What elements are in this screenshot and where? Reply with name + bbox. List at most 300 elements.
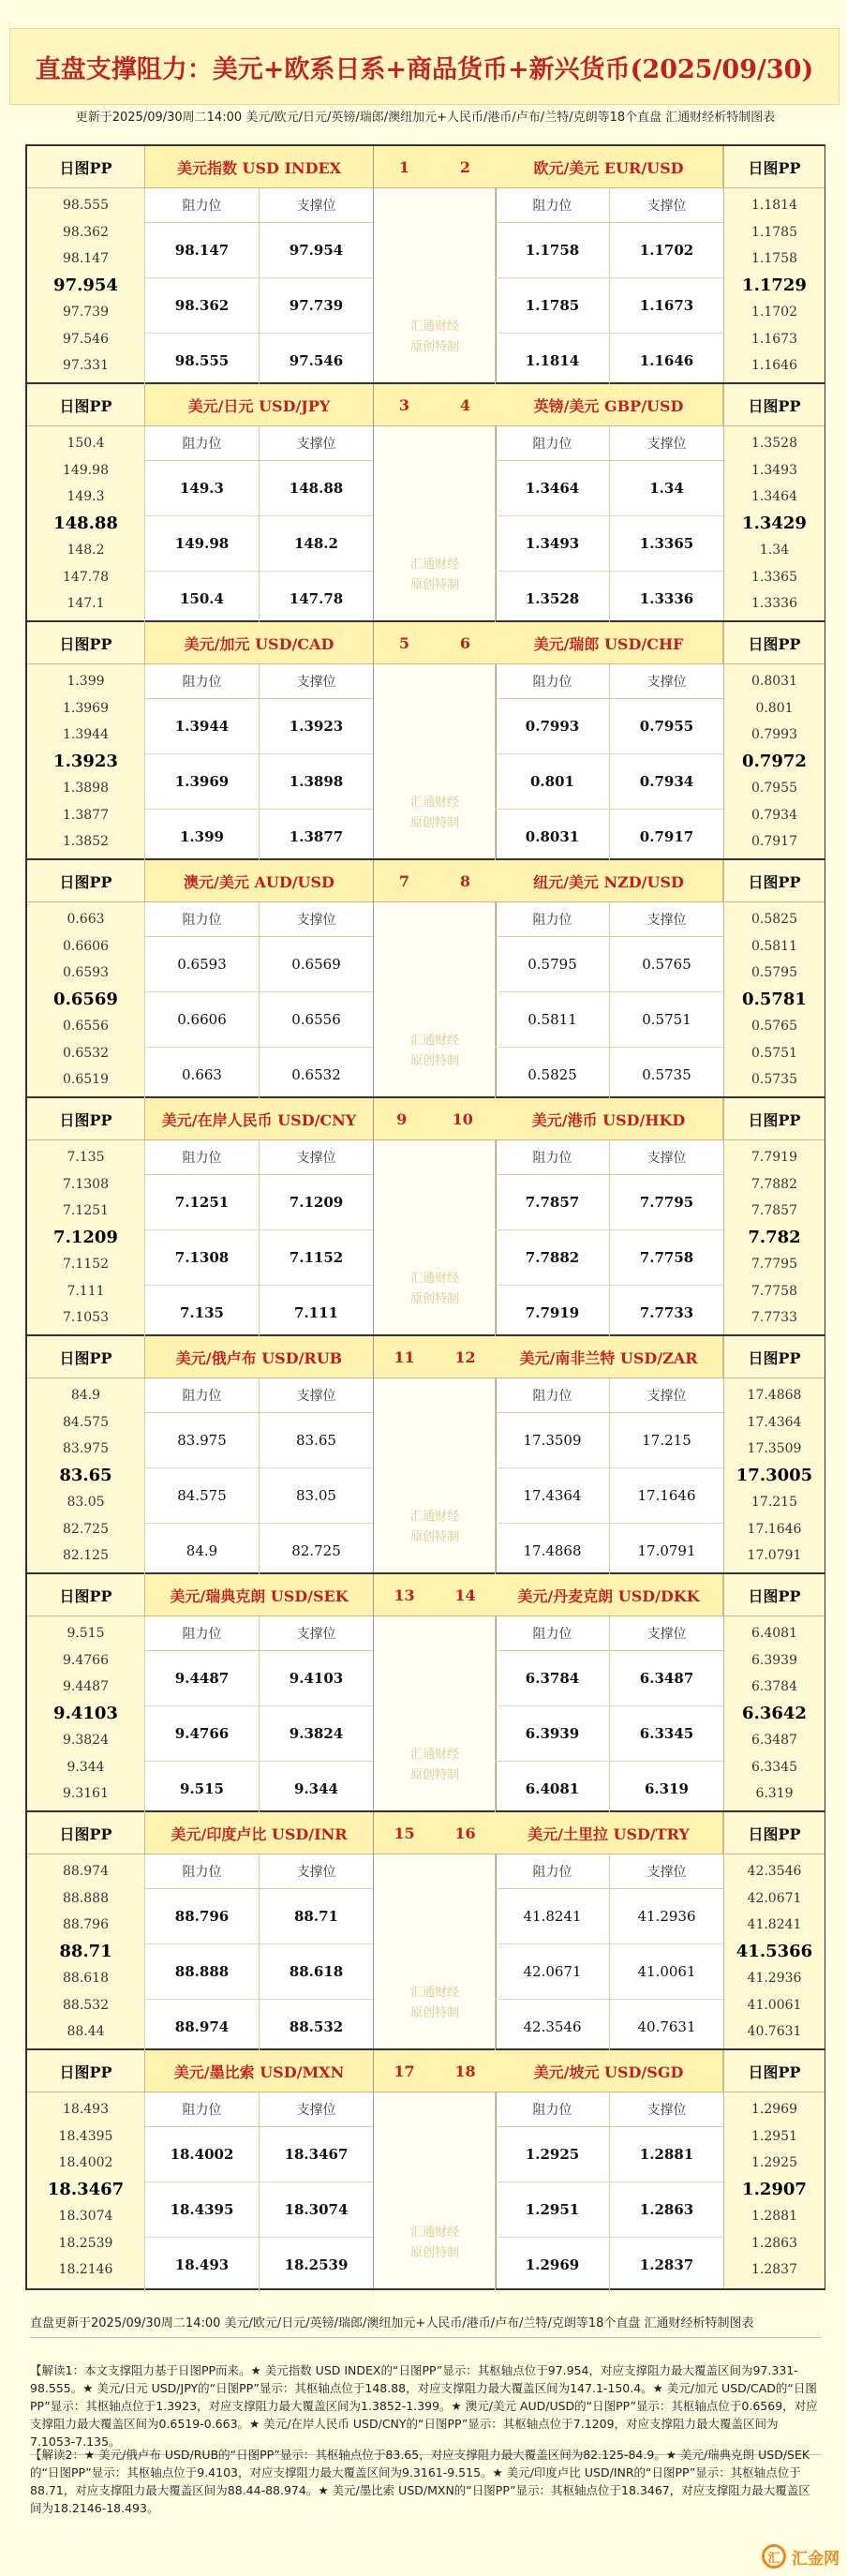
resistance-value: 0.5825 [495,1048,609,1102]
pp-level: 7.135 [67,1150,105,1166]
pp-level: 83.05 [67,1495,105,1511]
pp-level: 98.362 [63,224,109,240]
resistance-value: 0.6593 [144,937,259,991]
resistance-header: 阻力位 [495,426,609,460]
column-header [144,1140,373,1175]
level-row [495,754,723,810]
pp-level: 1.2951 [751,2128,797,2144]
pair-name: 美元/南非兰特 USD/ZAR [495,1336,723,1378]
watermark-line: 汇通财经 [409,2226,459,2240]
column-header [495,1140,723,1175]
pair-index-left: 13 [394,1586,415,1604]
support-value: 17.1646 [609,1468,723,1523]
support-value: 6.3487 [609,1651,723,1705]
support-value: 1.3898 [259,754,373,809]
pp-level: 18.4395 [58,2128,113,2144]
support-header: 支撑位 [609,2092,723,2126]
pp-level: 147.78 [63,569,109,585]
pair-block [27,1098,824,1336]
pair-block [27,860,824,1098]
support-value: 0.7934 [609,754,723,809]
pp-level: 7.7882 [751,1176,797,1192]
level-row [144,2182,373,2238]
support-value: 83.05 [259,1468,373,1523]
watermark-line: 汇通财经 [409,1272,459,1286]
level-row [144,1413,373,1468]
level-row [495,992,723,1048]
support-header: 支撑位 [609,664,723,698]
level-row [144,1048,373,1102]
pp-level: 97.546 [63,331,109,347]
support-value: 6.319 [609,1762,723,1816]
level-row [144,278,373,334]
right-pair-table [495,146,723,382]
pp-level: 1.3464 [751,489,797,505]
level-row [144,1706,373,1762]
pair-name: 欧元/美元 EUR/USD [495,146,723,188]
pivot-value: 1.2907 [742,2180,807,2200]
pp-level: 0.5751 [751,1045,797,1061]
resistance-header: 阻力位 [495,1140,609,1174]
watermark [374,1745,496,1786]
support-header: 支撑位 [609,1378,723,1412]
resistance-header: 阻力位 [495,1378,609,1412]
level-row [144,2000,373,2054]
level-row [495,1651,723,1706]
pair-index-column [373,622,497,858]
pp-header: 日图PP [724,1574,825,1616]
watermark-line: 汇通财经 [409,1986,459,2000]
level-row [144,1524,373,1578]
support-value: 1.3877 [259,810,373,864]
resistance-value: 1.3944 [144,699,259,753]
resistance-value: 0.6606 [144,992,259,1047]
resistance-value: 17.4364 [495,1468,609,1523]
resistance-value: 1.1785 [495,278,609,333]
support-value: 88.71 [259,1889,373,1943]
support-value: 9.3824 [259,1706,373,1761]
right-pair-table [495,2050,723,2288]
resistance-value: 6.3939 [495,1706,609,1761]
pivot-value: 88.71 [59,1942,112,1962]
pp-level: 17.4868 [747,1388,802,1404]
pp-header: 日图PP [27,622,144,664]
pp-level: 17.3509 [747,1441,802,1457]
pp-level: 0.5825 [751,912,797,928]
pair-index-right: 10 [452,1109,473,1128]
support-header: 支撑位 [259,1854,373,1888]
right-pp-column [723,1574,825,1810]
pp-header: 日图PP [724,622,825,664]
pp-list [724,664,825,856]
support-header: 支撑位 [259,1378,373,1412]
resistance-value: 1.1758 [495,223,609,277]
pivot-value: 0.7972 [742,752,807,772]
resistance-value: 7.135 [144,1286,259,1340]
level-row [144,572,373,626]
support-value: 40.7631 [609,2000,723,2054]
pp-level: 97.739 [63,305,109,320]
resistance-header: 阻力位 [144,1854,259,1888]
pivot-value: 9.4103 [53,1704,118,1724]
column-header [495,1854,723,1889]
resistance-header: 阻力位 [495,2092,609,2126]
resistance-header: 阻力位 [495,664,609,698]
pp-header: 日图PP [27,860,144,902]
pair-name: 美元/在岸人民币 USD/CNY [144,1098,373,1140]
watermark [374,793,496,834]
resistance-value: 0.5811 [495,992,609,1047]
right-pp-column [723,860,825,1096]
pp-level: 84.9 [70,1388,101,1404]
pair-block [27,1812,824,2050]
pp-level: 18.493 [63,2102,109,2118]
level-row [495,1706,723,1762]
support-value: 1.3365 [609,516,723,571]
watermark-line: 汇通财经 [409,1034,459,1048]
pair-index-column [373,1336,497,1572]
watermark-line: 原创特制 [409,2006,459,2020]
pp-level: 1.34 [759,543,790,558]
pair-block [27,384,824,622]
support-value: 97.954 [259,223,373,277]
resistance-header: 阻力位 [495,1854,609,1888]
support-value: 0.6556 [259,992,373,1047]
right-pp-column [723,622,825,858]
pp-level: 9.4487 [63,1679,109,1695]
level-row [144,699,373,754]
watermark [374,317,496,358]
resistance-value: 18.493 [144,2238,259,2292]
left-pp-column [27,860,145,1096]
level-row [495,937,723,992]
support-value: 148.2 [259,516,373,571]
pair-name: 美元/日元 USD/JPY [144,384,373,426]
pp-level: 88.974 [63,1864,109,1880]
support-value: 1.34 [609,461,723,515]
pp-level: 17.0791 [747,1548,802,1564]
support-value: 7.7795 [609,1175,723,1229]
pp-header: 日图PP [27,384,144,426]
support-value: 0.7955 [609,699,723,753]
interpretation-2: 【解读2：★ 美元/俄卢布 USD/RUB的“日图PP”显示：其枢轴点位于83.65，对应支撑阻力最大覆盖区间为82.125-84.9。★ 美元/瑞典克朗 USD/SEK的“日图PP”显示：其枢轴点位于9.4103，对应支撑阻力最大覆盖区间为9.3161-9.515。★ 美元/印度卢比 USD/INR的“日图PP”显示：其枢轴点位于88.71，对应支撑阻力最大覆盖区间为88.44-88.974。★ 美元/墨比索 USD/MXN的“日图PP”显示：其枢轴点位于18.3467，对应支撑阻力最大覆盖区间为18.2146-18.493。 [30,2448,810,2515]
right-pp-column [723,384,825,620]
support-value: 6.3345 [609,1706,723,1761]
pair-index-header [374,384,496,426]
column-header [144,902,373,937]
column-header [144,664,373,699]
resistance-value: 18.4002 [144,2127,259,2181]
level-row [495,2127,723,2182]
resistance-value: 1.2925 [495,2127,609,2181]
interpretation-1: 【解读1：本文支撑阻力基于日图PP而来。★ 美元指数 USD INDEX的“日图PP”显示：其枢轴点位于97.954，对应支撑阻力最大覆盖区间为97.331-98.555。★ 美元/日元 USD/JPY的“日图PP”显示：其枢轴点位于148.88，对应支撑阻力最大覆盖区间为147.1-150.4。★ 美元/加元 USD/CAD的“日图PP”显示：其枢轴点位于1.3923，对应支撑阻力最大覆盖区间为1.3852-1.399。★ 澳元/美元 AUD/USD的“日图PP”显示：其枢轴点位于0.6569，对应支撑阻力最大覆盖区间为0.6519-0.663。★ 美元/在岸人民币 USD/CNY的“日图PP”显示：其枢轴点位于7.1209，对应支撑阻力最大覆盖区间为7.1053-7.135。 [30,2361,822,2455]
support-header: 支撑位 [609,188,723,222]
pp-level: 88.532 [63,1997,109,2013]
pair-index-column [373,860,497,1096]
resistance-value: 0.8031 [495,810,609,864]
resistance-value: 98.362 [144,278,259,333]
pp-level: 42.3546 [747,1864,802,1880]
left-pair-table [144,1336,373,1572]
resistance-value: 1.3493 [495,516,609,571]
pp-level: 1.3336 [751,596,797,612]
column-header [495,1378,723,1413]
pp-list [724,902,825,1094]
resistance-value: 83.975 [144,1413,259,1467]
site-logo[interactable] [762,2542,840,2570]
right-pp-column [723,1098,825,1334]
pp-list [724,188,825,380]
support-value: 1.1673 [609,278,723,333]
watermark-line: 原创特制 [409,1768,459,1782]
pair-name: 美元/坡元 USD/SGD [495,2050,723,2092]
pair-index-header [374,2050,496,2092]
left-pair-table [144,384,373,620]
pair-index-column [373,384,497,620]
pp-level: 9.4766 [63,1652,109,1668]
level-row [495,1468,723,1524]
level-row [144,2238,373,2292]
level-row [495,1944,723,2000]
watermark-line: 汇通财经 [409,320,459,334]
right-pp-column [723,1812,825,2048]
pp-level: 18.2539 [58,2235,113,2251]
left-pp-column [27,1098,145,1334]
resistance-header: 阻力位 [144,1140,259,1174]
watermark-line: 汇通财经 [409,1748,459,1762]
pp-level: 88.618 [63,1971,109,1987]
pp-level: 0.7917 [751,834,797,850]
support-header: 支撑位 [609,902,723,936]
pair-name: 美元/瑞郎 USD/CHF [495,622,723,664]
pp-level: 41.8241 [747,1917,802,1933]
right-pair-table [495,1098,723,1334]
pp-level: 7.7795 [751,1257,797,1273]
column-header [495,188,723,223]
level-row [144,1944,373,2000]
support-value: 41.2936 [609,1889,723,1943]
pivot-value: 83.65 [59,1466,112,1486]
support-value: 0.5751 [609,992,723,1047]
pp-level: 9.515 [67,1626,105,1642]
resistance-header: 阻力位 [144,902,259,936]
level-row [144,1230,373,1286]
pp-list [27,1378,144,1570]
support-value: 18.3074 [259,2182,373,2237]
pp-header: 日图PP [724,860,825,902]
support-header: 支撑位 [609,1616,723,1650]
level-row [495,1175,723,1230]
pair-index-column [373,146,497,382]
support-value: 9.4103 [259,1651,373,1705]
pp-level: 0.6593 [63,965,109,981]
pp-level: 17.215 [751,1495,797,1511]
resistance-header: 阻力位 [144,2092,259,2126]
pp-level: 149.3 [67,489,105,505]
support-value: 17.0791 [609,1524,723,1578]
watermark-line: 原创特制 [409,1054,459,1068]
resistance-header: 阻力位 [495,188,609,222]
watermark [374,2223,496,2264]
pivot-value: 7.1209 [53,1228,118,1248]
pair-name: 美元/丹麦克朗 USD/DKK [495,1574,723,1616]
pair-index-right: 18 [454,2062,476,2080]
column-header [144,1378,373,1413]
pp-list [27,902,144,1094]
pair-index-left: 9 [396,1109,408,1128]
resistance-value: 41.8241 [495,1889,609,1943]
resistance-value: 149.98 [144,516,259,571]
support-value: 82.725 [259,1524,373,1578]
resistance-value: 7.7882 [495,1230,609,1285]
level-row [144,992,373,1048]
pp-level: 1.3365 [751,569,797,585]
support-header: 支撑位 [609,426,723,460]
pp-level: 17.1646 [747,1521,802,1537]
pp-level: 98.147 [63,251,109,267]
left-pp-column [27,2050,145,2288]
level-row [495,1048,723,1102]
pp-level: 84.575 [63,1414,109,1430]
pair-name: 美元/印度卢比 USD/INR [144,1812,373,1854]
pp-level: 83.975 [63,1441,109,1457]
support-value: 1.1646 [609,334,723,388]
support-value: 7.1209 [259,1175,373,1229]
support-value: 148.88 [259,461,373,515]
pp-level: 147.1 [67,596,105,612]
pp-level: 1.2925 [751,2155,797,2171]
resistance-value: 6.3784 [495,1651,609,1705]
pair-index-header [374,1574,496,1616]
resistance-header: 阻力位 [144,1378,259,1412]
pp-level: 9.3161 [63,1786,109,1802]
page-title: 直盘支撑阻力：美元+欧系日系+商品货币+新兴货币(2025/09/30) [9,28,840,105]
pivot-value: 0.5781 [742,990,807,1010]
logo-icon: 汇 [762,2544,786,2569]
pp-level: 7.111 [67,1283,105,1299]
resistance-value: 0.663 [144,1048,259,1102]
right-pair-table [495,1574,723,1810]
pp-level: 0.7993 [751,727,797,743]
left-pair-table [144,1574,373,1810]
level-row [144,937,373,992]
support-value: 9.344 [259,1762,373,1816]
level-row [495,810,723,864]
watermark-line: 原创特制 [409,1530,459,1544]
pp-level: 0.5795 [751,965,797,981]
right-pair-table [495,860,723,1096]
pivot-value: 41.5366 [736,1942,813,1962]
pp-header: 日图PP [724,1812,825,1854]
column-header [495,664,723,699]
level-row [144,1468,373,1524]
support-value: 97.739 [259,278,373,333]
pivot-value: 18.3467 [47,2180,125,2200]
watermark-line: 原创特制 [409,816,459,830]
pair-index-column [373,1574,497,1810]
pp-header: 日图PP [27,1574,144,1616]
resistance-value: 150.4 [144,572,259,626]
resistance-value: 88.974 [144,2000,259,2054]
resistance-value: 7.7919 [495,1286,609,1340]
pivot-value: 6.3642 [742,1704,807,1724]
level-row [144,334,373,388]
pp-level: 0.8031 [751,674,797,690]
support-value: 7.7758 [609,1230,723,1285]
pair-index-right: 12 [454,1348,476,1366]
column-header [495,426,723,461]
level-row [495,1762,723,1816]
pair-index-right: 14 [454,1586,476,1604]
pp-level: 1.3898 [63,781,109,797]
pp-level: 1.3944 [63,727,109,743]
pp-header: 日图PP [27,1336,144,1378]
pp-level: 0.5811 [751,938,797,954]
support-value: 0.5765 [609,937,723,991]
support-header: 支撑位 [259,664,373,698]
pair-index-left: 3 [398,395,410,414]
pp-level: 6.4081 [751,1626,797,1642]
column-header [495,1616,723,1651]
watermark-line: 原创特制 [409,1292,459,1306]
level-row [495,1286,723,1340]
resistance-value: 0.5795 [495,937,609,991]
pair-index-left: 15 [394,1824,415,1842]
pair-index-right: 6 [459,633,471,652]
pp-list [724,1854,825,2046]
pp-level: 7.1152 [63,1257,109,1273]
pp-level: 6.3487 [751,1733,797,1749]
resistance-value: 88.796 [144,1889,259,1943]
pp-level: 7.7857 [751,1203,797,1219]
resistance-value: 7.1251 [144,1175,259,1229]
resistance-value: 9.4766 [144,1706,259,1761]
pp-level: 40.7631 [747,2024,802,2040]
pivot-value: 7.782 [748,1228,801,1248]
pair-index-column [373,1098,497,1334]
pp-level: 6.3939 [751,1652,797,1668]
resistance-value: 88.888 [144,1944,259,1999]
pp-level: 18.4002 [58,2155,113,2171]
pp-level: 1.2969 [751,2102,797,2118]
resistance-value: 1.3969 [144,754,259,809]
left-pair-table [144,860,373,1096]
pp-level: 6.3345 [751,1759,797,1775]
pair-name: 澳元/美元 AUD/USD [144,860,373,902]
level-row [495,461,723,516]
watermark [374,1507,496,1548]
resistance-value: 9.4487 [144,1651,259,1705]
level-row [495,1524,723,1578]
column-header [495,2092,723,2127]
level-row [144,516,373,572]
resistance-header: 阻力位 [144,1616,259,1650]
pp-level: 1.3493 [751,462,797,478]
pp-level: 1.1673 [751,331,797,347]
pp-level: 1.1814 [751,198,797,214]
resistance-value: 84.9 [144,1524,259,1578]
pp-list [724,1616,825,1808]
pp-header: 日图PP [724,384,825,426]
pp-level: 1.3969 [63,700,109,716]
pp-level: 0.7934 [751,807,797,823]
column-header [144,1616,373,1651]
watermark-line: 汇通财经 [409,1510,459,1524]
pp-list [27,2092,144,2284]
right-pp-column [723,146,825,382]
level-row [495,334,723,388]
pair-index-left: 11 [394,1348,415,1366]
